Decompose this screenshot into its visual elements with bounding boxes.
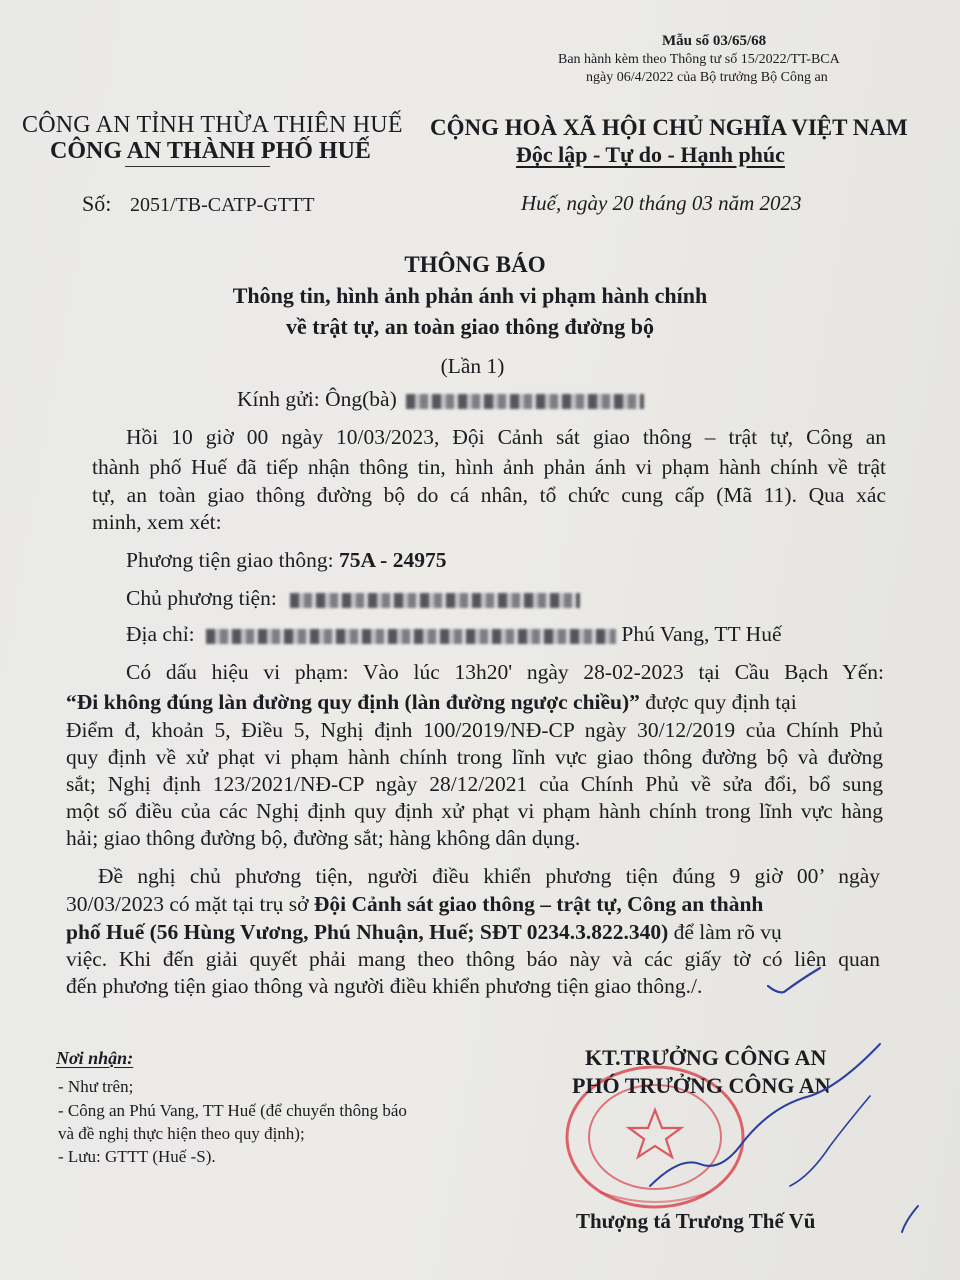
pen-mark-icon <box>896 1200 926 1236</box>
recipients-heading: Nơi nhận: <box>56 1048 134 1068</box>
nation-title: CỘNG HOÀ XÃ HỘI CHỦ NGHĨA VIỆT NAM <box>430 115 908 140</box>
form-issued-line2: ngày 06/4/2022 của Bộ trưởng Bộ Công an <box>586 70 828 85</box>
form-issued-line1: Ban hành kèm theo Thông tư số 15/2022/TT-BCA <box>558 52 840 67</box>
attempt-number: (Lần 1) <box>440 354 505 378</box>
recipient-item: - Công an Phú Vang, TT Huế (để chuyển thông báo <box>58 1101 407 1120</box>
p1-line: tự, an toàn giao thông đường bộ do cá nhân, tổ chức cung cấp (Mã 11). Qua xác <box>92 483 886 507</box>
doc-subtitle-line2: về trật tự, an toàn giao thông đường bộ <box>285 314 654 339</box>
p1-line: minh, xem xét: <box>92 510 222 534</box>
vehicle-label: Phương tiện giao thông: <box>126 548 334 572</box>
violation-line: sắt; Nghị định 123/2021/NĐ-CP ngày 28/12/2021 của Chính Phủ về sửa đổi, bổ sung <box>66 772 883 796</box>
p1-line: Hồi 10 giờ 00 ngày 10/03/2023, Đội Cảnh sát giao thông – trật tự, Công an <box>126 425 886 449</box>
request-office-address: phố Huế (56 Hùng Vương, Phú Nhuận, Huế; SĐT 0234.3.822.340) <box>66 920 669 944</box>
address-line <box>126 618 782 651</box>
violation-intro: Có dấu hiệu vi phạm: Vào lúc 13h20' ngày 28-02-2023 tại Cầu Bạch Yến: <box>126 660 884 684</box>
owner-line <box>126 582 580 615</box>
request-text: để làm rõ vụ <box>668 920 782 944</box>
recipient-item: - Lưu: GTTT (Huế -S). <box>58 1147 216 1166</box>
request-line: Đề nghị chủ phương tiện, người điều khiển phương tiện đúng 9 giờ 00’ ngày <box>98 864 880 888</box>
signer-name: Thượng tá Trương Thế Vũ <box>576 1209 816 1233</box>
request-text: 30/03/2023 có mặt tại trụ sở <box>66 892 314 916</box>
vehicle-line <box>126 544 446 577</box>
redacted-address <box>206 629 616 644</box>
addressee <box>237 383 644 416</box>
p1-line: thành phố Huế đã tiếp nhận thông tin, hình ảnh phản ánh vi phạm hành chính về trật <box>92 455 886 479</box>
nation-motto: Độc lập - Tự do - Hạnh phúc <box>516 142 785 167</box>
recipient-item: - Như trên; <box>58 1077 134 1096</box>
signature-title2: PHÓ TRƯỞNG CÔNG AN <box>572 1073 831 1098</box>
org-parent: CÔNG AN TỈNH THỪA THIÊN HUẾ <box>22 112 403 138</box>
handwritten-signature-icon <box>640 1036 900 1206</box>
violation-line: Điểm đ, khoản 5, Điều 5, Nghị định 100/2019/NĐ-CP ngày 30/12/2019 của Chính Phủ <box>66 718 883 742</box>
place-date: Huế, ngày 20 tháng 03 năm 2023 <box>521 191 802 215</box>
doc-number: 2051/TB-CATP-GTTT <box>130 194 315 216</box>
doc-number-label: Số: <box>82 191 112 216</box>
redacted-name <box>406 394 644 409</box>
doc-title: THÔNG BÁO <box>404 252 546 277</box>
addressee-label: Kính gửi: Ông(bà) <box>237 387 397 411</box>
violation-name: “Đi không đúng làn đường quy định (làn đường ngược chiều)” <box>66 690 640 714</box>
request-line: đến phương tiện giao thông và người điều khiển phương tiện giao thông./. <box>66 974 703 998</box>
request-office: Đội Cảnh sát giao thông – trật tự, Công an thành <box>313 892 764 916</box>
violation-after: được quy định tại <box>639 690 797 714</box>
violation-line: hải; giao thông đường bộ, đường sắt; hàng không dân dụng. <box>66 826 581 850</box>
org-underline <box>125 166 270 167</box>
violation-line: quy định về xử phạt vi phạm hành chính trong lĩnh vực giao thông đường bộ và đường <box>66 745 883 769</box>
signature-title1: KT.TRƯỞNG CÔNG AN <box>585 1045 827 1070</box>
org-name: CÔNG AN THÀNH PHỐ HUẾ <box>50 138 371 164</box>
vehicle-plate: 75A - 24975 <box>338 548 447 572</box>
address-label: Địa chỉ: <box>126 622 195 646</box>
owner-label: Chủ phương tiện: <box>126 586 277 610</box>
request-line: việc. Khi đến giải quyết phải mang theo thông báo này và các giấy tờ có liên quan <box>66 947 880 971</box>
form-number: Mẫu số 03/65/68 <box>662 33 767 49</box>
violation-line: một số điều của các Nghị định quy định xử phạt vi phạm hành chính trong lĩnh vực hàng <box>66 799 883 823</box>
recipient-item: và đề nghị thực hiện theo quy định); <box>58 1124 305 1143</box>
redacted-owner <box>290 593 580 608</box>
address-visible: Phú Vang, TT Huế <box>621 622 782 646</box>
doc-subtitle-line1: Thông tin, hình ảnh phản ánh vi phạm hành chính <box>232 283 708 308</box>
pen-tick-icon <box>764 962 824 998</box>
paragraph-1 <box>92 421 886 454</box>
